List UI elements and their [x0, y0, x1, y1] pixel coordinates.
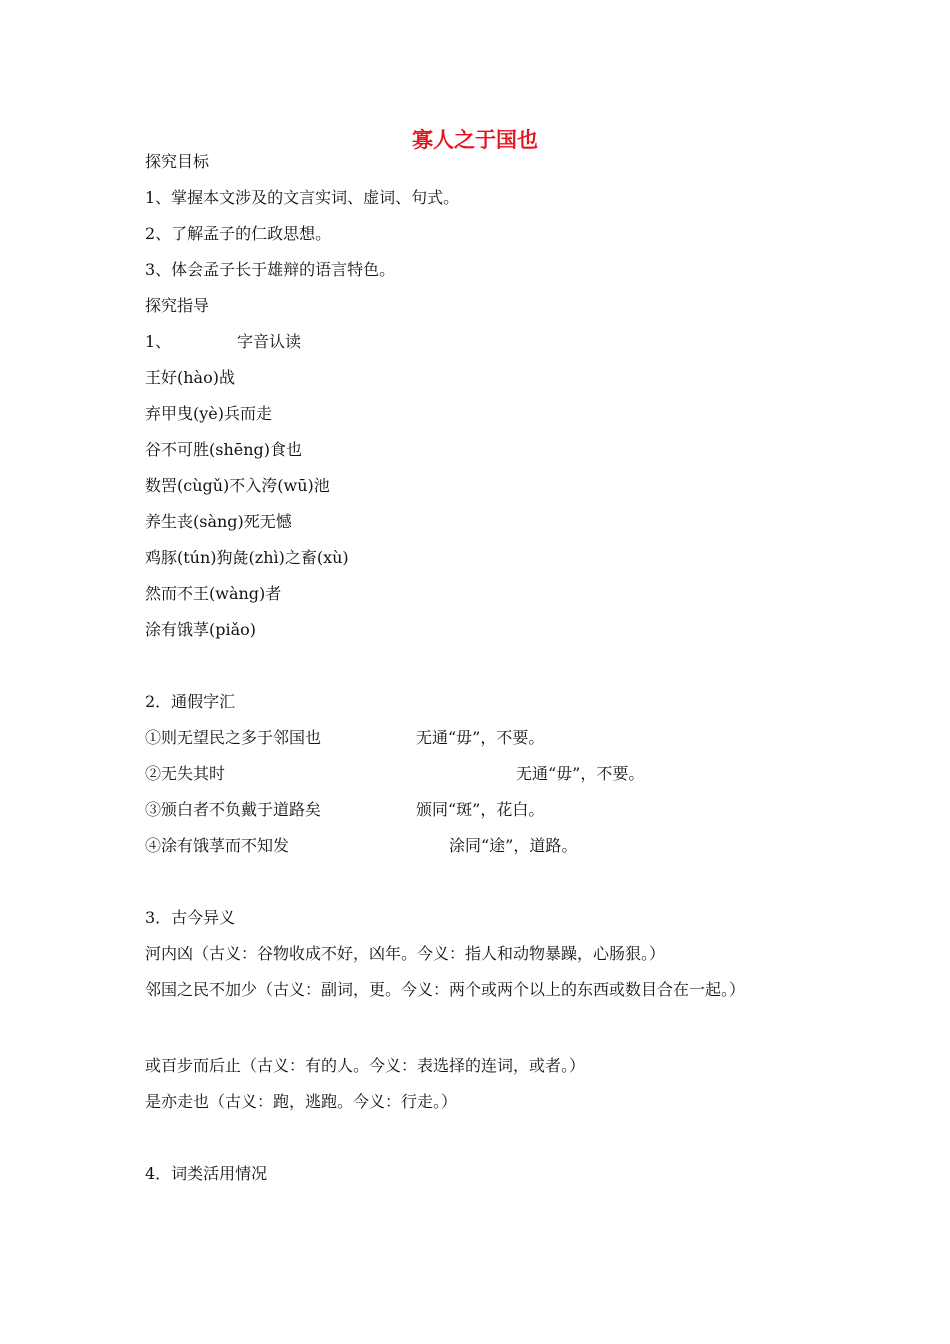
document-title: 寡人之于国也: [412, 128, 538, 152]
pronunciation-item: 涂有饿莩(piǎo): [145, 620, 257, 639]
pronunciation-label: 字音认读: [237, 332, 302, 351]
goal-item: 1、掌握本文涉及的文言实词、虚词、句式。: [145, 188, 460, 207]
pronunciation-item: 数罟(cùgǔ)不入洿(wū)池: [145, 476, 330, 495]
tongjia-sentence: ②无失其时: [145, 764, 226, 783]
pronunciation-item: 然而不王(wàng)者: [145, 584, 282, 603]
pronunciation-item: 养生丧(sàng)死无憾: [145, 512, 292, 531]
goals-heading: 探究目标: [145, 152, 210, 171]
tongjia-gloss: 颁同“斑”，花白。: [416, 800, 545, 819]
tongjia-sentence: ③颁白者不负戴于道路矣: [145, 800, 322, 819]
cilei-heading: 4．词类活用情况: [145, 1164, 268, 1183]
goal-item: 2、了解孟子的仁政思想。: [145, 224, 332, 243]
tongjia-gloss: 无通“毋”，不要。: [416, 728, 545, 747]
gujin-item: 邻国之民不加少（古义：副词，更。今义：两个或两个以上的东西或数目合在一起。）: [145, 980, 746, 999]
tongjia-gloss: 无通“毋”，不要。: [516, 764, 645, 783]
gujin-item: 是亦走也（古义：跑，逃跑。今义：行走。）: [145, 1092, 458, 1111]
pronunciation-heading: [145, 331, 301, 353]
pronunciation-item: 弃甲曳(yè)兵而走: [145, 404, 272, 423]
tongjia-sentence: ④涂有饿莩而不知发: [145, 836, 290, 855]
pronunciation-item: 王好(hào)战: [145, 368, 235, 387]
tongjia-gloss: 涂同“途”，道路。: [449, 836, 578, 855]
gujin-item: 或百步而后止（古义：有的人。今义：表选择的连词，或者。）: [145, 1056, 586, 1075]
pronunciation-number: 1、: [145, 332, 172, 351]
tongjia-heading: 2．通假字汇: [145, 692, 236, 711]
goal-item: 3、体会孟子长于雄辩的语言特色。: [145, 260, 396, 279]
gujin-heading: 3．古今异义: [145, 908, 236, 927]
guide-heading: 探究指导: [145, 296, 210, 315]
tongjia-sentence: ①则无望民之多于邻国也: [145, 728, 322, 747]
gujin-item: 河内凶（古义：谷物收成不好，凶年。今义：指人和动物暴躁，心肠狠。）: [145, 944, 666, 963]
pronunciation-item: 鸡豚(tún)狗彘(zhì)之畜(xù): [145, 548, 349, 567]
pronunciation-item: 谷不可胜(shēng)食也: [145, 440, 303, 459]
